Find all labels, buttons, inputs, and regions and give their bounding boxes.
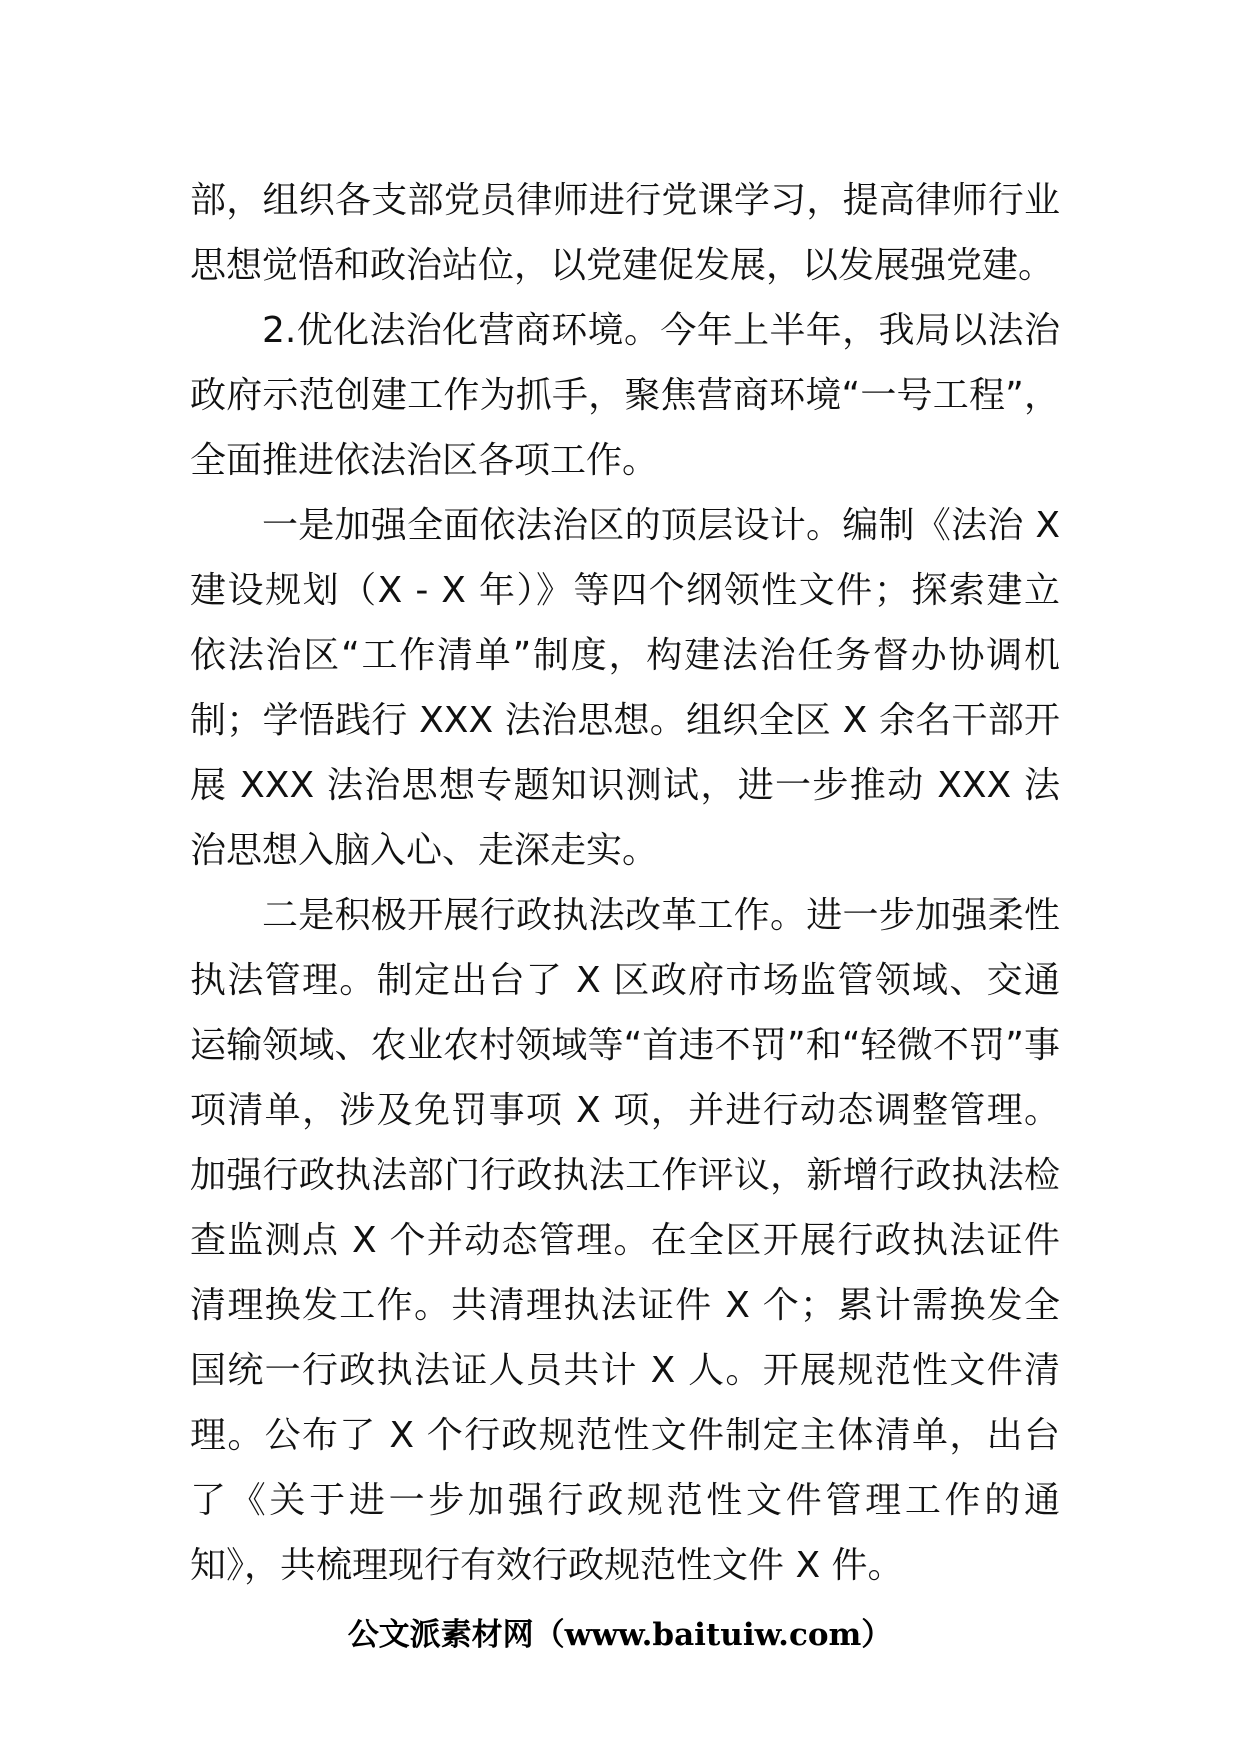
document-body [190,168,1060,1598]
footer-watermark: 公文派素材网（www.baituiw.com） [347,1617,893,1653]
paragraph-4: 二是积极开展行政执法改革工作。进一步加强柔性执法管理。制定出台了 X 区政府市场监管领域、交通运输领域、农业农村领域等“首违不罚”和“轻微不罚”事项清单，涉及免罚事项 X 项，并进行动态调整管理。加强行政执法部门行政执法工作评议，新增行政执法检查监测点 X 个并动态管理。在全区开展行政执法证件清理换发工作。共清理执法证件 X 个；累计需换发全国统一行政执法证人员共计 X 人。开展规范性文件清理。公布了 X 个行政规范性文件制定主体清单，出台了《关于进一步加强行政规范性文件管理工作的通知》，共梳理现行有效行政规范性文件 X 件。 [190,895,1060,1586]
paragraph-1: 部，组织各支部党员律师进行党课学习，提高律师行业思想觉悟和政治站位，以党建促发展，以发展强党建。 [190,180,1060,286]
paragraph-2: 2.优化法治化营商环境。今年上半年，我局以法治政府示范创建工作为抓手，聚焦营商环境“一号工程”，全面推进依法治区各项工作。 [190,310,1060,481]
paragraph-3: 一是加强全面依法治区的顶层设计。编制《法治 X 建设规划（X - X 年）》等四个纲领性文件；探索建立依法治区“工作清单”制度，构建法治任务督办协调机制；学悟践行 XXX 法治思想。组织全区 X 余名干部开展 XXX 法治思想专题知识测试，进一步推动 XXX 法治思想入脑入心、走深走实。 [190,505,1060,871]
